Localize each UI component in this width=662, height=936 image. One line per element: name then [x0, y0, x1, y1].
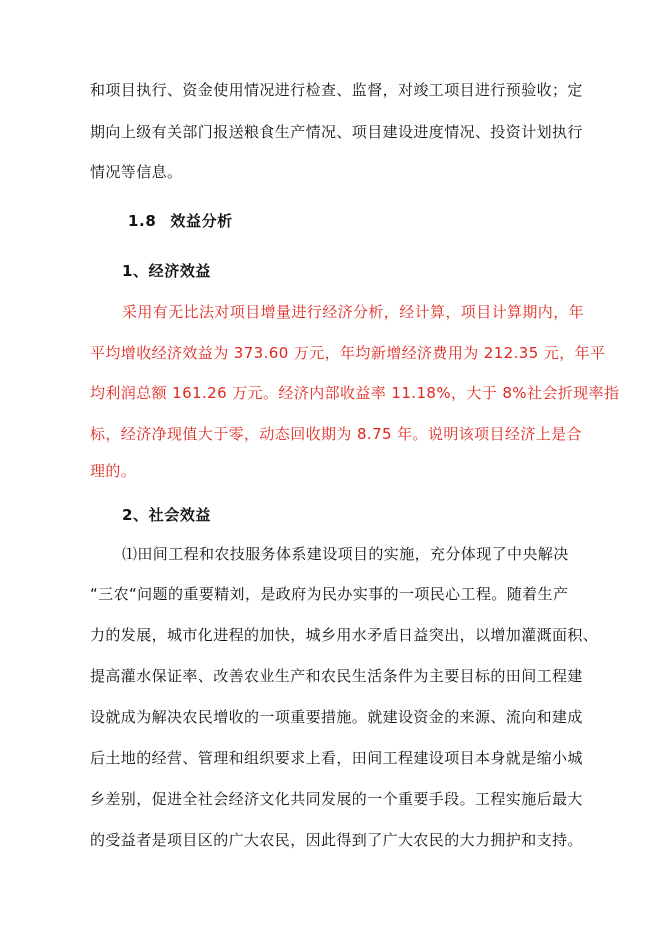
social-line: ⑴田间工程和农技服务体系建设项目的实施，充分体现了中央解决	[122, 545, 569, 563]
social-line: 的受益者是项目区的广大农民，因此得到了广大农民的大力拥护和支持。	[90, 831, 583, 849]
social-line: 力的发展，城市化进程的加快，城乡用水矛盾日益突出，以增加灌溉面积、	[90, 626, 599, 644]
section-heading	[128, 211, 233, 231]
economic-line: 理的。	[90, 462, 137, 480]
intro-line: 情况等信息。	[90, 163, 183, 181]
social-line: 设就成为解决农民增收的一项重要措施。就建设资金的来源、流向和建成	[90, 708, 583, 726]
social-heading: 2、社会效益	[122, 506, 212, 524]
economic-heading: 1、经济效益	[122, 262, 212, 280]
economic-line: 平均增收经济效益为 373.60 万元，年均新增经济费用为 212.35 元，年平	[90, 344, 606, 362]
economic-line: 均利润总额 161.26 万元。经济内部收益率 11.18%，大于 8%社会折现率指	[90, 384, 620, 402]
intro-line: 和项目执行、资金使用情况进行检查、监督，对竣工项目进行预验收；定	[90, 81, 583, 99]
social-line: 提高灌水保证率、改善农业生产和农民生活条件为主要目标的田间工程建	[90, 667, 583, 685]
social-line: “三农“问题的重要精刘，是政府为民办实事的一项民心工程。随着生产	[90, 585, 569, 603]
intro-line: 期向上级有关部门报送粮食生产情况、项目建设进度情况、投资计划执行	[90, 123, 583, 141]
social-line: 乡差别，促进全社会经济文化共同发展的一个重要手段。工程实施后最大	[90, 790, 583, 808]
section-number: 1.8	[128, 212, 157, 230]
economic-line: 标，经济净现值大于零，动态回收期为 8.75 年。说明该项目经济上是合	[90, 425, 582, 443]
section-title: 效益分析	[170, 212, 233, 230]
economic-line: 采用有无比法对项目增量进行经济分析，经计算，项目计算期内，年	[122, 303, 585, 321]
social-line: 后土地的经营、管理和组织要求上看，田间工程建设项目本身就是缩小城	[90, 749, 583, 767]
